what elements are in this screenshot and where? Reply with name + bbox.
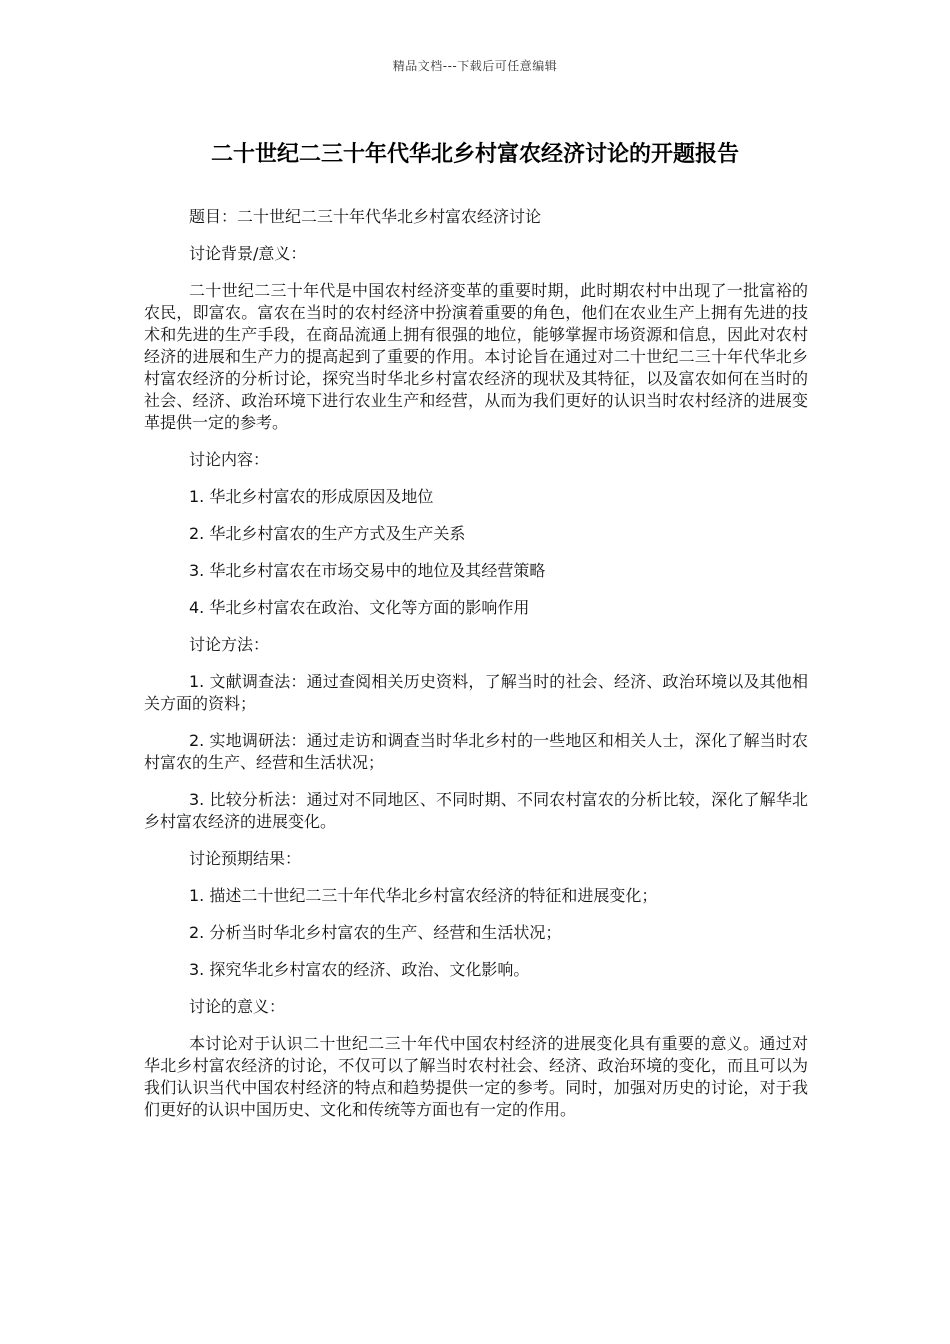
background-paragraph: 二十世纪二三十年代是中国农村经济变革的重要时期，此时期农村中出现了一批富裕的农民，即富农。富农在当时的农村经济中扮演着重要的角色，他们在农业生产上拥有先进的技术和先进的生产手段，在商品流通上拥有很强的地位，能够掌握市场资源和信息，因此对农村经济的进展和生产力的提高起到了重要的作用。本讨论旨在通过对二十世纪二三十年代华北乡村富农经济的分析讨论，探究当时华北乡村富农经济的现状及其特征，以及富农如何在当时的社会、经济、政治环境下进行农业生产和经营，从而为我们更好的认识当时农村经济的进展变革提供一定的参考。 (144, 281, 808, 432)
method-heading: 讨论方法： (189, 635, 270, 654)
document-body (144, 206, 808, 1136)
document-title: 二十世纪二三十年代华北乡村富农经济讨论的开题报告 (210, 142, 739, 167)
method-item: 3. 比较分析法：通过对不同地区、不同时期、不同农村富农的分析比较，深化了解华北乡村富农经济的进展变化。 (144, 790, 808, 831)
method-item: 2. 实地调研法：通过走访和调查当时华北乡村的一些地区和相关人士，深化了解当时农村富农的生产、经营和生活状况； (144, 731, 808, 772)
content-item: 2. 华北乡村富农的生产方式及生产关系 (189, 524, 466, 543)
significance-paragraph: 本讨论对于认识二十世纪二三十年代中国农村经济的进展变化具有重要的意义。通过对华北乡村富农经济的讨论，不仅可以了解当时农村社会、经济、政治环境的变化，而且可以为我们认识当代中国农村经济的特点和趋势提供一定的参考。同时，加强对历史的讨论，对于我们更好的认识中国历史、文化和传统等方面也有一定的作用。 (144, 1034, 808, 1119)
result-item: 2. 分析当时华北乡村富农的生产、经营和生活状况； (189, 923, 562, 942)
result-item: 3. 探究华北乡村富农的经济、政治、文化影响。 (189, 960, 530, 979)
background-heading: 讨论背景/意义： (189, 244, 307, 263)
content-item: 4. 华北乡村富农在政治、文化等方面的影响作用 (189, 598, 530, 617)
header-note: 精品文档---下载后可任意编辑 (392, 59, 558, 73)
method-item: 1. 文献调查法：通过查阅相关历史资料，了解当时的社会、经济、政治环境以及其他相关方面的资料； (144, 672, 808, 713)
result-heading: 讨论预期结果： (189, 849, 302, 868)
topic-line: 题目：二十世纪二三十年代华北乡村富农经济讨论 (189, 207, 542, 226)
content-heading: 讨论内容： (189, 450, 270, 469)
result-item: 1. 描述二十世纪二三十年代华北乡村富农经济的特征和进展变化； (189, 886, 658, 905)
content-item: 1. 华北乡村富农的形成原因及地位 (189, 487, 434, 506)
significance-heading: 讨论的意义： (189, 997, 286, 1016)
content-item: 3. 华北乡村富农在市场交易中的地位及其经营策略 (189, 561, 546, 580)
